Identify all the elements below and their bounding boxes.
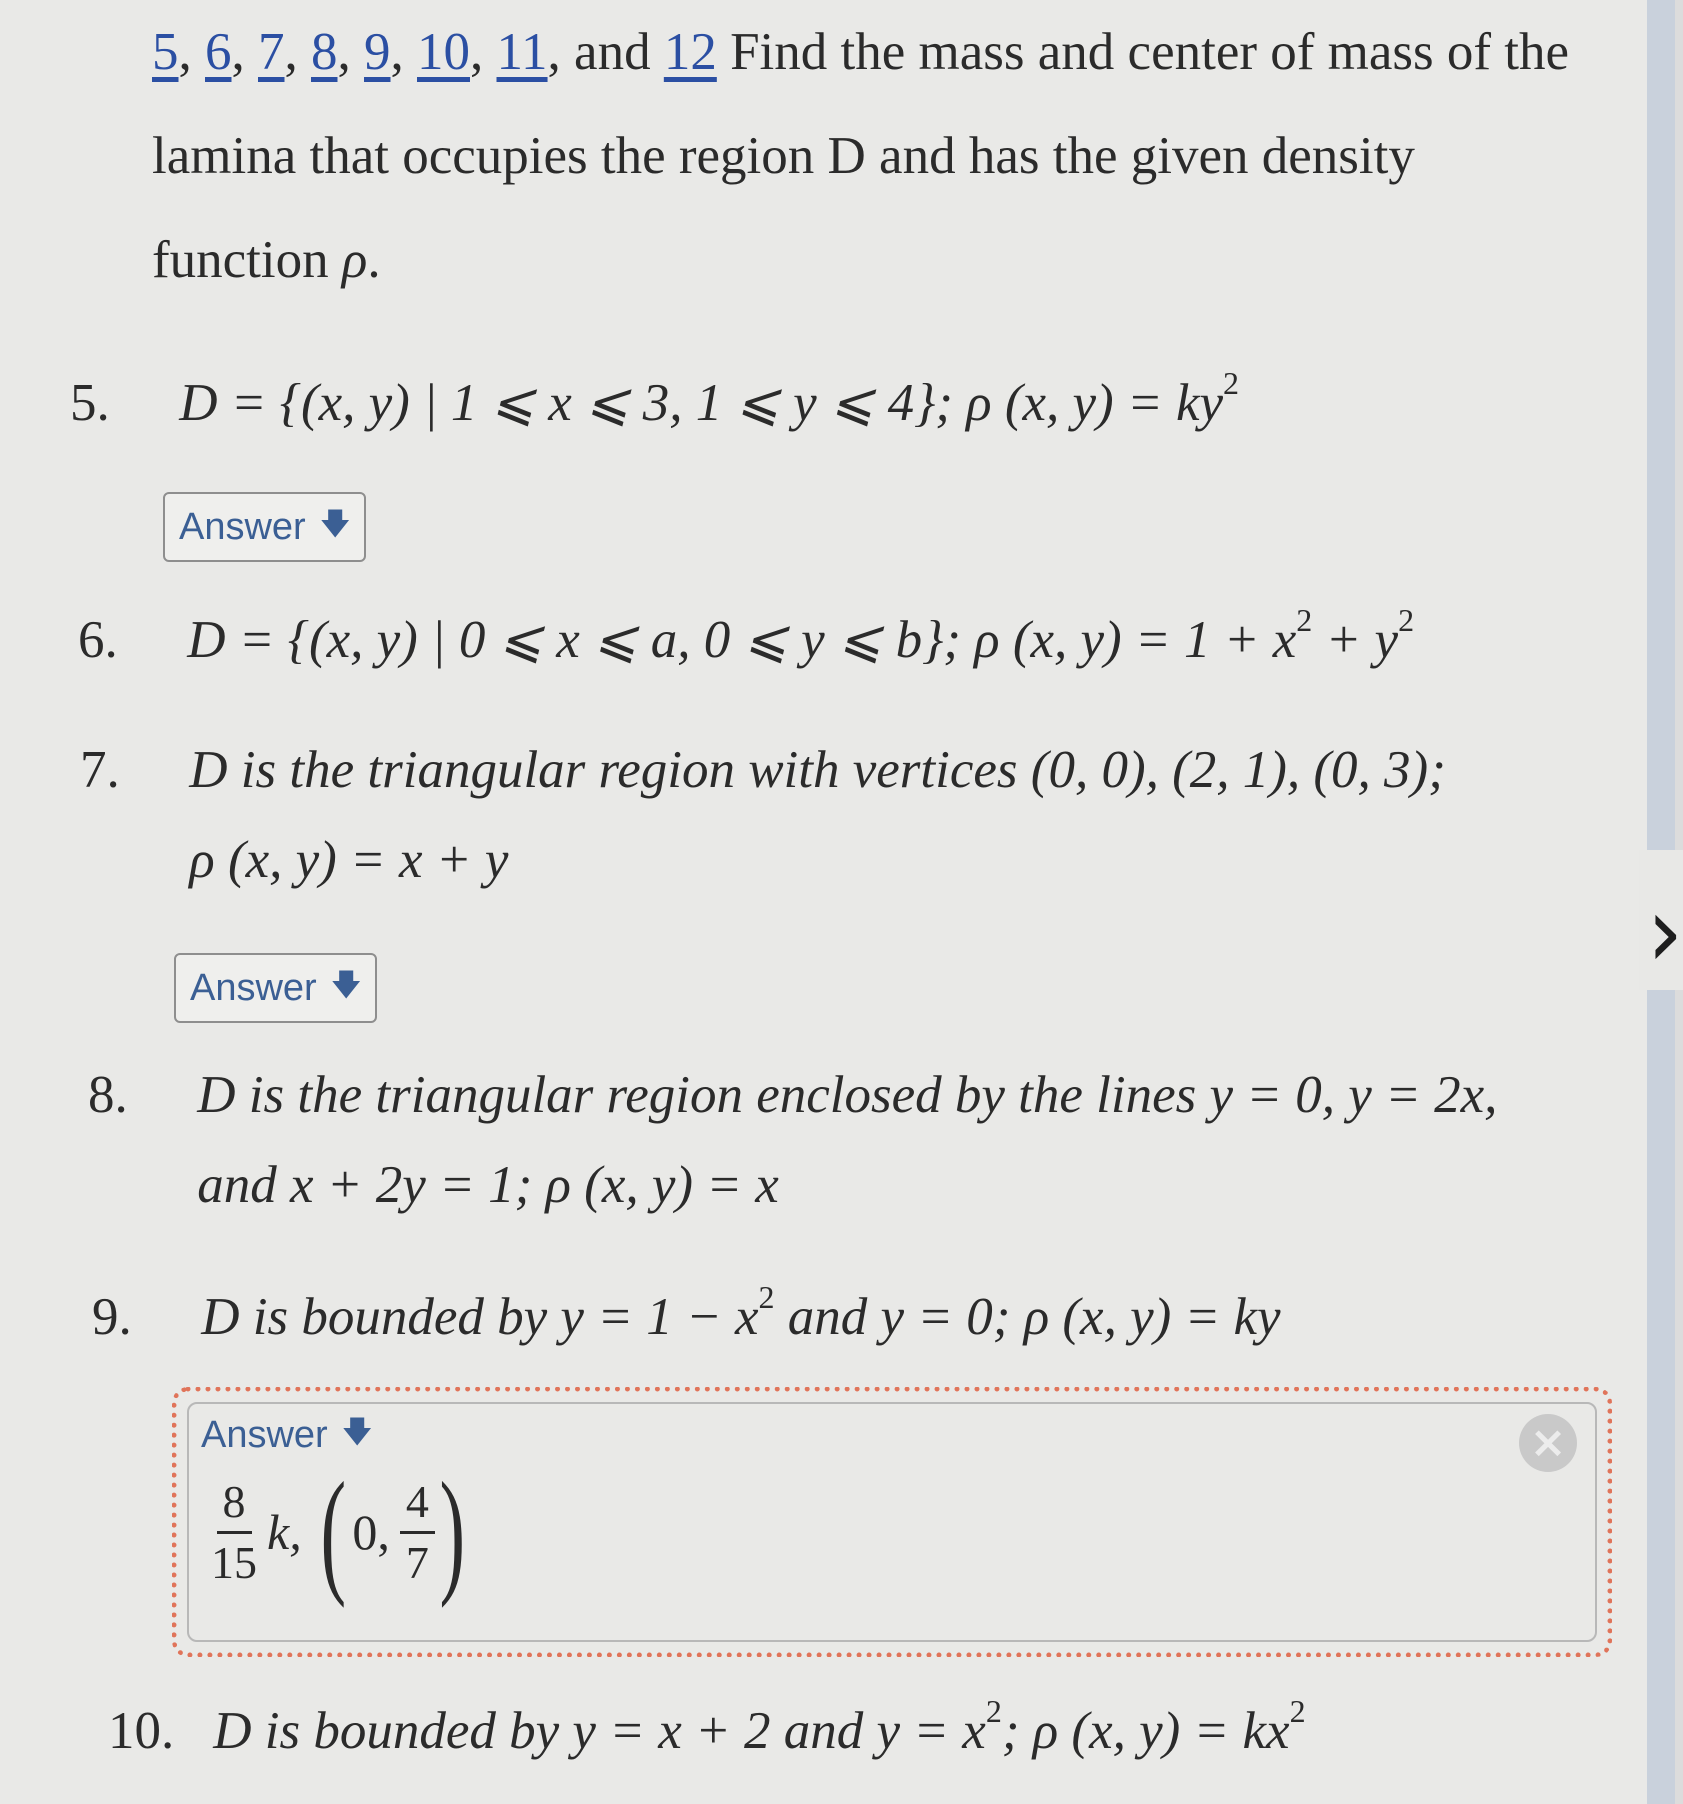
answer-math (207, 1454, 465, 1609)
link-exercise-12[interactable]: 12 (663, 23, 717, 81)
answer-toggle[interactable] (201, 1410, 373, 1461)
problem-10 (108, 1686, 1306, 1776)
answer-button-5[interactable] (163, 492, 366, 562)
problem-intro: 5, 6, 7, 8, 9, 10, 11, and 12 Find the mass and center of mass of the lamina that occupies the region D and has the given density function ρ. (152, 23, 1570, 289)
problem-8 (88, 1050, 1497, 1230)
answer-box-9 (172, 1387, 1612, 1657)
problem-text-2: + y (1312, 611, 1399, 669)
exponent-2: 2 (1398, 602, 1415, 638)
link-exercise-6[interactable]: 6 (205, 23, 232, 81)
problem-text: D = {(x, y) | 1 ⩽ x ⩽ 3, 1 ⩽ y ⩽ 4}; ρ (x, y) = ky (179, 374, 1224, 432)
problem-number: 7. (80, 741, 120, 799)
problem-text-2: ; ρ (x, y) = kx (1001, 1702, 1290, 1760)
intro-period: . (367, 231, 381, 289)
fraction-numerator: 4 (400, 1479, 435, 1534)
answer-label: Answer (201, 1414, 328, 1456)
intro-text: Find the mass and center of mass of the lamina that occupies the region D and has the given density function (152, 23, 1570, 289)
exponent: 2 (758, 1279, 775, 1315)
problem-5 (70, 358, 1239, 448)
problem-number: 5. (70, 374, 110, 432)
chevron-right-icon[interactable]: › (1647, 874, 1683, 991)
problem-7 (80, 725, 1446, 905)
answer-label: Answer (179, 505, 306, 548)
link-exercise-7[interactable]: 7 (258, 23, 285, 81)
problem-text: D = {(x, y) | 0 ⩽ x ⩽ a, 0 ⩽ y ⩽ b}; ρ (x, y) = 1 + x (187, 611, 1297, 669)
link-exercise-9[interactable]: 9 (364, 23, 391, 81)
link-exercise-11[interactable]: 11 (496, 23, 548, 81)
problem-text: D is bounded by y = x + 2 and y = x (213, 1702, 986, 1760)
problem-text-2: and y = 0; ρ (x, y) = ky (774, 1288, 1281, 1346)
fraction-denominator: 7 (405, 1536, 429, 1588)
fraction-mass (211, 1475, 257, 1588)
problem-line-2: ρ (x, y) = x + y (189, 831, 509, 889)
link-exercise-10[interactable]: 10 (417, 23, 470, 81)
rho-symbol: ρ (341, 231, 368, 289)
problem-line-2: and x + 2y = 1; ρ (x, y) = x (197, 1156, 779, 1214)
fraction-center-y (400, 1475, 435, 1588)
answer-label: Answer (190, 966, 317, 1009)
problem-line-1: D is the triangular region with vertices (0, 0), (2, 1), (0, 3); (189, 741, 1446, 799)
fraction-numerator: 8 (217, 1479, 252, 1534)
exponent: 2 (1296, 602, 1313, 638)
problem-text: D is bounded by y = 1 − x (201, 1288, 759, 1346)
problem-number: 8. (88, 1066, 128, 1124)
mass-suffix: k, (267, 1504, 302, 1560)
exponent: 2 (985, 1693, 1002, 1729)
fraction-denominator: 15 (211, 1536, 257, 1588)
close-icon[interactable]: × (1519, 1414, 1577, 1472)
exponent-2: 2 (1289, 1693, 1306, 1729)
center-x: 0, (352, 1504, 390, 1560)
left-paren: ( (320, 1454, 346, 1609)
link-exercise-8[interactable]: 8 (311, 23, 338, 81)
problem-6 (78, 595, 1414, 685)
arrow-down-icon: 🡇 (341, 1416, 373, 1449)
answer-button-7[interactable] (174, 953, 377, 1023)
and-word: and (574, 23, 651, 81)
right-paren: ) (439, 1454, 465, 1609)
problem-9 (92, 1272, 1281, 1362)
exponent: 2 (1223, 365, 1240, 401)
problem-number: 9. (92, 1288, 132, 1346)
arrow-down-icon: 🡇 (330, 968, 362, 1002)
problem-line-1: D is the triangular region enclosed by the lines y = 0, y = 2x, (197, 1066, 1498, 1124)
problem-number: 6. (78, 611, 118, 669)
problem-number: 10. (108, 1702, 175, 1760)
link-exercise-5[interactable]: 5 (152, 23, 179, 81)
arrow-down-icon: 🡇 (319, 507, 351, 541)
